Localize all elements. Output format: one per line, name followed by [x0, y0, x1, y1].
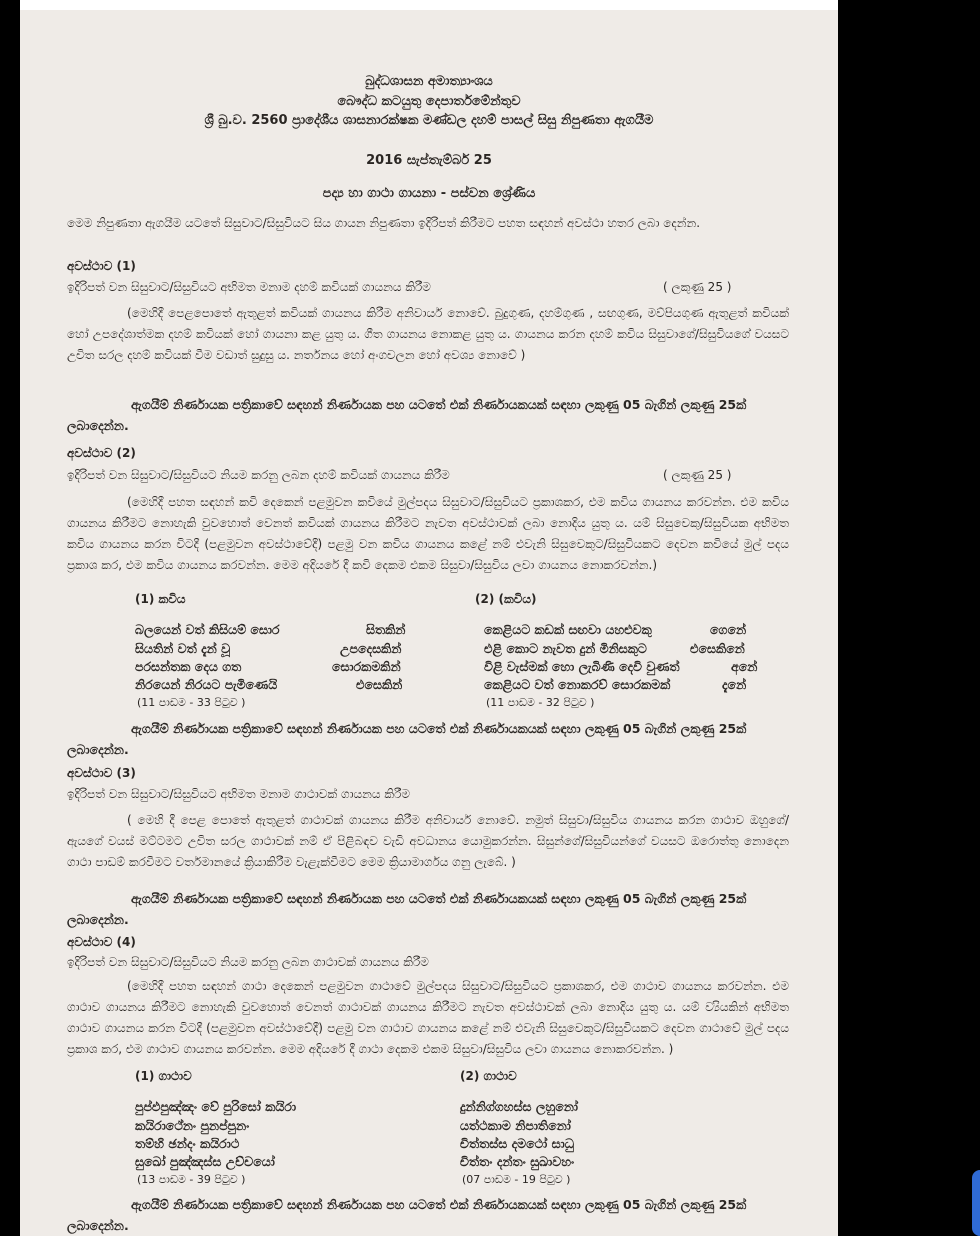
- verse2-line: දුන්නිග්ගහස්ස ලහුනෝ: [460, 1099, 579, 1114]
- stage3-criteria: ඇගයීම් නිර්ණායක පත්‍රිකාවේ සඳහන් නිර්ණායක පහ යටතේ එක් නිර්ණායකයක් සඳහා ලකුණු 05 බැගින් ලකුණු 25ක් ලබාදෙන්න.: [67, 891, 747, 927]
- stage2-marks: ( ලකුණු 25 ): [663, 468, 732, 482]
- document-subject: පද්‍ය හා ගාථා ගායනා - පස්වන ශ්‍රේණිය: [322, 186, 536, 201]
- verse1-label: (1) ගාථාව: [135, 1069, 192, 1083]
- stage3-note: ( මෙහි දී පෙළ පොතේ ඇතුළත් ගාථාවක් ගායනය කිරීම අනිවාර්ය නොවේ. නමුත් සිසුවා/සිසුවිය ගායනය කරන ගාථාව ඔහුගේ/ඇයගේ වයස් මට්ටමට උචිත සරල ගාථාවක් නම් ඒ පිළිබඳව වැඩි අවධානය යොමුකරන්න. සිසුන්ගේ/සිසුවියන්ගේ වයසට ඔරොත්තු නොදෙන ගාථා පාඩම් කරවීමට වර්තමානයේ ක්‍රියාකිරීම වැළැක්වීමට මෙම ක්‍රියාමාර්ගය ගනු ලැබේ. ): [67, 813, 789, 869]
- stage4-task: ඉදිරිපත් වන සිසුවාට/සිසුවියට නියම කරනු ලබන ගාථාවක් ගායනය කිරීම: [67, 955, 429, 969]
- verse2-line: චිත්තං දන්තං සුඛාවහං: [460, 1154, 575, 1169]
- verse1-line: කයිරාථේනං පුනප්පුනං: [135, 1118, 250, 1133]
- poem2-line-end: එසෙකිනේ: [690, 641, 745, 656]
- poem1-line-end: එසෙකින්: [356, 677, 403, 692]
- stage4-note: (මෙහිදී පහත සඳහන් ගාථා දෙකෙන් පළමුවන ගාථාවේ මුල්පදය සිසුවාට/සිසුවියට ප්‍රකාශකර, එම ගාථාව ගායනය කරවන්න. එම ගාථාව ගායනය කිරීමට නොහැකි වුවහොත් වෙනත් ගාථාවක් ගායනය කිරීමට නැවත අවස්ථාවක් ලබා නොදිය යුතු ය. යම් ව්‍යියකින් අභිමත ගාථාව ගායනය කරන විටදී (පළමුවන අවස්ථාවේදී) පළමු වන ගාථාව ගායනය කළේ නම් එවැනි සිසුවෙකුට/සිසුවියකට දෙවන ගාථාවේ මුල් පදය ප්‍රකාශ කර, එම ගාථාව ගායනය කරවන්න. මෙම අදියරේ දී ගාථා දෙකම එකම සිසුවා/සිසුවිය ලවා ගායනය නොකරවන්න. ): [67, 979, 789, 1056]
- poem1-line-end: සොරකමකින්: [332, 659, 401, 674]
- poem2-line: විළි වැස්මක් හො ලැබිණි දෙවි වුණත්: [484, 659, 680, 674]
- poem2-line-end: අනේ: [731, 659, 758, 674]
- stage1-heading: අවස්ථාව (1): [67, 259, 136, 273]
- document-title: ශ්‍රී බු.ව. 2560 ප්‍රාදේශීය ශාසනාරක්ෂක මණ්ඩල දහම් පාසල් සිසු නිපුණතා ඇගයීම: [204, 113, 654, 128]
- poem2-line: එළි කොට නැවත දුන් මිනිසකුට: [484, 641, 647, 656]
- verse1-line: සුඛෝ පුඤ්ඤස්ස උච්චයෝ: [135, 1154, 275, 1169]
- verse1-line: තම්හි ඡන්දං කයිරාථ: [135, 1136, 240, 1151]
- poem2-line: කෙළියට වත් නොකරව් සොරකමක්: [484, 677, 671, 692]
- stage1-task: ඉදිරිපත් වන සිසුවාට/සිසුවියට අභිමත මනාම දහම් කවියක් ගායනය කිරීම: [67, 280, 431, 294]
- right-border: [838, 0, 980, 1236]
- verse2-line: යත්ථකාම නිපාතිනෝ: [460, 1118, 571, 1133]
- poem2-reference: (11 පාඩම - 32 පිටුව ): [486, 696, 595, 709]
- poem2-line: කෙළියට කඩක් සඟවා යහළුවකු: [484, 622, 652, 637]
- poem1-line-end: සිතකින්: [366, 622, 406, 637]
- poem1-reference: (11 පාඩම - 33 පිටුව ): [137, 696, 246, 709]
- stage4-heading: අවස්ථාව (4): [67, 935, 136, 949]
- department-heading: බෞද්ධ කටයුතු දෙපාර්තමේන්තුව: [337, 94, 521, 109]
- poem2-line-end: ගෙනේ: [710, 622, 747, 637]
- poem1-line: සියතින් වත් දැන් වූ: [135, 641, 231, 656]
- stage2-note: (මෙහිදී පහත සඳහන් කවි දෙකෙන් පළමුවන කවියේ මුල්පදය සිසුවාට/සිසුවියට ප්‍රකාශකර, එම කවිය ගායනය කරවන්න. එම කවිය ගායනය කිරීමට නොහැකි වුවහොත් වෙනත් කවියක් ගායනය කිරීමට නැවත අවස්ථාවක් ලබා නොදිය යුතු ය. යම් සිසුවෙකු/සිසුවියක අභිමත කවිය ගායනය කරන විටදී (පළමුවන අවස්ථාවේදී) පළමු වන කවිය ගායනය කළේ නම් එවැනි සිසුවෙකුට/සිසුවියකට දෙවන කවියේ මුල් පදය ප්‍රකාශ කර, එම කවිය ගායනය කරවන්න. මෙම අදියරේ දී කවි දෙකම එකම සිසුවා/සිසුවිය ලවා ගායනය නොකරවන්න.): [67, 495, 789, 572]
- poem2-line-end: දැනේ: [722, 677, 747, 692]
- ministry-heading: බුද්ධශාසන අමාත්‍යාංශය: [365, 74, 493, 89]
- stage2-criteria: ඇගයීම් නිර්ණායක පත්‍රිකාවේ සඳහන් නිර්ණායක පහ යටතේ එක් නිර්ණායකයක් සඳහා ලකුණු 05 බැගින් ලකුණු 25ක් ලබාදෙන්න.: [67, 721, 747, 757]
- stage2-heading: අවස්ථාව (2): [67, 446, 136, 460]
- stage4-criteria: ඇගයීම් නිර්ණායක පත්‍රිකාවේ සඳහන් නිර්ණායක පහ යටතේ එක් නිර්ණායකයක් සඳහා ලකුණු 05 බැගින් ලකුණු 25ක් ලබාදෙන්න.: [67, 1197, 747, 1233]
- verse1-line: පුප්ඵපුඤ්ඤං වේ පුරිසෝ කයිරා: [135, 1099, 297, 1114]
- document-date: 2016 සැප්තැම්බර් 25: [366, 153, 492, 168]
- document-page: [20, 10, 838, 1236]
- stage3-heading: අවස්ථාව (3): [67, 766, 136, 780]
- stage2-task: ඉදිරිපත් වන සිසුවාට/සිසුවියට නියම කරනු ලබන දහම් කවියක් ගායනය කිරීම: [67, 468, 450, 482]
- poem1-line-end: උපදෙසකින්: [340, 641, 402, 656]
- verse2-label: (2) ගාථාව: [460, 1069, 517, 1083]
- poem1-line: බලයෙන් වත් කිසියම් සොර: [135, 622, 280, 637]
- poem1-label: (1) කවිය: [135, 592, 186, 606]
- poem1-line: පරසන්තක දෙය ගත: [135, 659, 242, 674]
- stage1-note: (මෙහිදී පෙළපොතේ ඇතුළත් කවියක් ගායනය කිරීම අනිවාර්ය නොවේ. බුදුගුණ, දහම්ගුණ , සඟගුණ, මව්පියගුණ ඇතුළත් කවියක් හෝ උපදේශාත්මක දහම් කවියක් හෝ ගායනා කළ යුතු ය. ගීත ගායනය නොකළ යුතු ය. ගායනය කරන දහම් කවිය සිසුවාගේ/සිසුවියගේ වයසට උචිත සරල දහම් කවියක් වීම වඩාත් සුදුසු ය. නර්තනය හෝ අංගචලන හෝ අවශ්‍ය නොවේ ): [67, 306, 789, 362]
- intro-paragraph: මෙම නිපුණතා ඇගයීම යටතේ සිසුවාට/සිසුවියට සිය ගායන නිපුණතා ඉදිරිපත් කිරීමට පහත සඳහන් අවස්ථා හතර ලබා දෙන්න.: [67, 216, 701, 230]
- stage1-criteria: ඇගයීම් නිර්ණායක පත්‍රිකාවේ සඳහන් නිර්ණායක පහ යටතේ එක් නිර්ණායකයක් සඳහා ලකුණු 05 බැගින් ලකුණු 25ක් ලබාදෙන්න.: [67, 397, 747, 433]
- stage3-task: ඉදිරිපත් වන සිසුවාට/සිසුවියට අභිමත මනාම ගාථාවක් ගායනය කිරීම: [67, 787, 410, 801]
- left-border: [0, 0, 20, 1236]
- verse2-line: චිත්තස්ස දමථෝ සාධු: [460, 1136, 574, 1151]
- blue-edge: [972, 1170, 980, 1236]
- poem1-line: නිරයෙන් නිරයට පැමිණෙයි: [135, 677, 278, 692]
- verse1-reference: (13 පාඩම - 39 පිටුව ): [137, 1173, 246, 1186]
- verse2-reference: (07 පාඩම - 19 පිටුව ): [462, 1173, 571, 1186]
- poem2-label: (2) (කවිය): [475, 592, 537, 606]
- stage1-marks: ( ලකුණු 25 ): [663, 280, 732, 294]
